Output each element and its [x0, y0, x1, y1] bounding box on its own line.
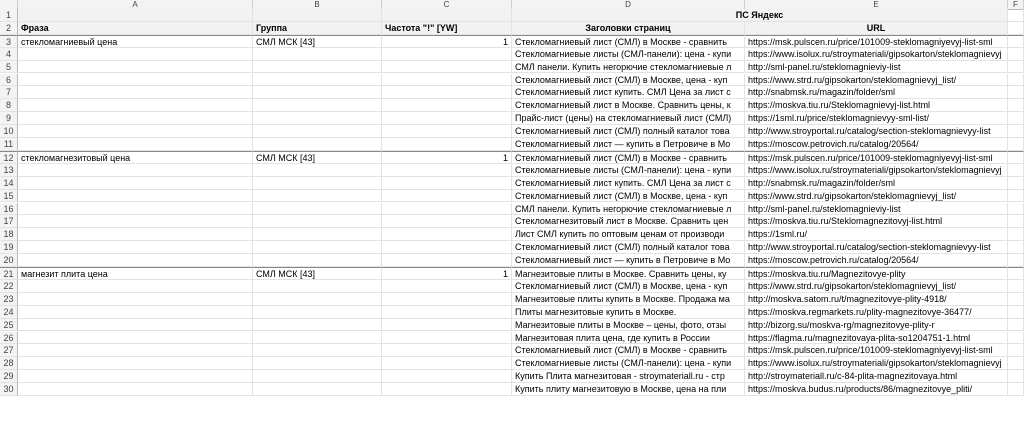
group-cell[interactable] [253, 215, 382, 228]
row-number[interactable]: 22 [0, 280, 18, 293]
row-number[interactable]: 17 [0, 215, 18, 228]
frequency-cell[interactable] [382, 370, 512, 383]
phrase-cell[interactable] [18, 280, 253, 293]
column-header-e[interactable]: E [745, 0, 1008, 9]
page-title-cell[interactable]: Плиты магнезитовые купить в Москве. [512, 306, 745, 319]
frequency-cell[interactable] [382, 164, 512, 177]
frequency-cell[interactable] [382, 383, 512, 396]
table-row [0, 86, 1024, 99]
group-cell[interactable] [253, 74, 382, 87]
page-title-cell[interactable]: Стекломагниевый лист (СМЛ) полный каталог това [512, 125, 745, 138]
row-number[interactable]: 5 [0, 61, 18, 74]
page-title-cell[interactable]: Прайс-лист (цены) на стекломагниевый лист (СМЛ) [512, 112, 745, 125]
row-number[interactable]: 20 [0, 254, 18, 267]
url-cell[interactable]: https://www.strd.ru/gipsokarton/steklomagnievyj_list/ [745, 74, 1008, 87]
table-row [0, 370, 1024, 383]
url-cell[interactable]: https://msk.pulscen.ru/price/101009-steklomagniyevyj-list-sml [745, 35, 1008, 48]
frequency-cell[interactable] [382, 86, 512, 99]
page-title-cell[interactable]: Стекломагниевый лист (СМЛ) в Москве, цена - куп [512, 190, 745, 203]
table-row [0, 280, 1024, 293]
phrase-cell[interactable] [18, 203, 253, 216]
phrase-cell[interactable] [18, 138, 253, 151]
group-cell[interactable] [253, 332, 382, 345]
phrase-cell[interactable] [18, 254, 253, 267]
row-number[interactable]: 2 [0, 22, 18, 35]
frequency-cell[interactable] [382, 357, 512, 370]
page-title-cell[interactable]: Стекломагниевый лист (СМЛ) в Москве - сравнить [512, 151, 745, 164]
url-cell[interactable]: http://www.stroyportal.ru/catalog/section-steklomagnievyy-list [745, 125, 1008, 138]
cell-f1[interactable] [1008, 9, 1024, 22]
frequency-cell[interactable]: 1 [382, 35, 512, 48]
group-column-header[interactable]: Группа [253, 22, 382, 35]
cell-f2[interactable] [1008, 22, 1024, 35]
phrase-cell[interactable] [18, 228, 253, 241]
table-row [0, 332, 1024, 345]
url-cell[interactable]: https://1sml.ru/ [745, 228, 1008, 241]
empty-cell[interactable] [1008, 254, 1024, 267]
group-cell[interactable] [253, 112, 382, 125]
group-cell[interactable] [253, 48, 382, 61]
frequency-cell[interactable] [382, 280, 512, 293]
url-cell[interactable]: https://www.strd.ru/gipsokarton/steklomagnievyj_list/ [745, 280, 1008, 293]
phrase-cell[interactable] [18, 86, 253, 99]
group-cell[interactable] [253, 370, 382, 383]
group-cell[interactable] [253, 61, 382, 74]
cell-a1[interactable] [18, 9, 253, 22]
group-cell[interactable]: СМЛ МСК [43] [253, 151, 382, 164]
page-title-cell[interactable]: Магнезитовые плиты в Москве – цены, фото, отзы [512, 319, 745, 332]
frequency-cell[interactable] [382, 215, 512, 228]
row-number[interactable]: 26 [0, 332, 18, 345]
frequency-cell[interactable] [382, 228, 512, 241]
row-number[interactable]: 25 [0, 319, 18, 332]
yandex-group-header[interactable]: ПС Яндекс [512, 9, 1008, 22]
table-row [0, 48, 1024, 61]
frequency-cell[interactable] [382, 99, 512, 112]
frequency-cell[interactable] [382, 61, 512, 74]
frequency-cell[interactable] [382, 203, 512, 216]
row-number[interactable]: 19 [0, 241, 18, 254]
table-row [0, 203, 1024, 216]
page-title-cell[interactable]: Стекломагниевые листы (СМЛ-панели): цена - купи [512, 48, 745, 61]
group-cell[interactable] [253, 99, 382, 112]
url-cell[interactable]: https://msk.pulscen.ru/price/101009-steklomagniyevyj-list-sml [745, 151, 1008, 164]
url-cell[interactable]: https://moskva.budus.ru/products/86/magnezitovye_pliti/ [745, 383, 1008, 396]
phrase-cell[interactable] [18, 241, 253, 254]
phrase-cell[interactable] [18, 319, 253, 332]
group-cell[interactable] [253, 190, 382, 203]
group-cell[interactable] [253, 293, 382, 306]
phrase-cell[interactable] [18, 99, 253, 112]
row-number[interactable]: 1 [0, 9, 18, 22]
row-number[interactable]: 23 [0, 293, 18, 306]
page-title-cell[interactable]: Стекломагниевый лист купить. СМЛ Цена за лист с [512, 177, 745, 190]
table-row [0, 383, 1024, 396]
group-cell[interactable]: СМЛ МСК [43] [253, 35, 382, 48]
empty-cell[interactable] [1008, 215, 1024, 228]
page-title-cell[interactable]: СМЛ панели. Купить негорючие стекломагниевые л [512, 203, 745, 216]
phrase-cell[interactable]: магнезит плита цена [18, 267, 253, 280]
frequency-cell[interactable] [382, 125, 512, 138]
row-number[interactable]: 24 [0, 306, 18, 319]
row-number[interactable]: 14 [0, 177, 18, 190]
empty-cell[interactable] [1008, 370, 1024, 383]
empty-cell[interactable] [1008, 190, 1024, 203]
empty-cell[interactable] [1008, 125, 1024, 138]
url-cell[interactable]: http://sml-panel.ru/steklomagnieviy-list [745, 203, 1008, 216]
row-number[interactable]: 21 [0, 267, 18, 280]
page-title-cell[interactable]: Стекломагниевый лист в Москве. Сравнить цены, к [512, 99, 745, 112]
frequency-cell[interactable] [382, 74, 512, 87]
cell-b1[interactable] [253, 9, 382, 22]
empty-cell[interactable] [1008, 35, 1024, 48]
header-row-2 [0, 22, 1024, 35]
url-cell[interactable]: http://snabmsk.ru/magazin/folder/sml [745, 177, 1008, 190]
table-row [0, 344, 1024, 357]
page-title-cell[interactable]: Стекломагниевый лист — купить в Петровиче в Мо [512, 254, 745, 267]
frequency-cell[interactable] [382, 319, 512, 332]
group-cell[interactable] [253, 254, 382, 267]
empty-cell[interactable] [1008, 61, 1024, 74]
empty-cell[interactable] [1008, 99, 1024, 112]
table-row [0, 319, 1024, 332]
url-cell[interactable]: https://moskva.regmarkets.ru/plity-magnezitovye-36477/ [745, 306, 1008, 319]
phrase-cell[interactable] [18, 74, 253, 87]
page-title-cell[interactable]: Лист СМЛ купить по оптовым ценам от производи [512, 228, 745, 241]
frequency-cell[interactable]: 1 [382, 267, 512, 280]
empty-cell[interactable] [1008, 267, 1024, 280]
url-cell[interactable]: https://moskva.tiu.ru/Steklomagnezitovyj-list.html [745, 215, 1008, 228]
frequency-cell[interactable] [382, 48, 512, 61]
phrase-cell[interactable] [18, 48, 253, 61]
empty-cell[interactable] [1008, 48, 1024, 61]
table-row [0, 151, 1024, 164]
corner-select-all[interactable] [0, 0, 18, 9]
phrase-cell[interactable] [18, 306, 253, 319]
frequency-cell[interactable] [382, 190, 512, 203]
table-row [0, 99, 1024, 112]
phrase-cell[interactable] [18, 370, 253, 383]
table-row [0, 74, 1024, 87]
row-number[interactable]: 27 [0, 344, 18, 357]
url-cell[interactable]: https://www.isolux.ru/stroymateriali/gipsokarton/steklomagnievyj [745, 164, 1008, 177]
column-header-d[interactable]: D [512, 0, 745, 9]
phrase-cell[interactable] [18, 344, 253, 357]
url-cell[interactable]: https://moskva.tiu.ru/Magnezitovye-plity [745, 267, 1008, 280]
url-cell[interactable]: http://www.stroyportal.ru/catalog/section-steklomagnievyy-list [745, 241, 1008, 254]
page-title-cell[interactable]: Стекломагниевый лист (СМЛ) полный каталог това [512, 241, 745, 254]
phrase-cell[interactable] [18, 61, 253, 74]
header-row-1 [0, 9, 1024, 22]
table-row [0, 215, 1024, 228]
empty-cell[interactable] [1008, 280, 1024, 293]
titles-column-header[interactable]: Заголовки страниц [512, 22, 745, 35]
table-row [0, 35, 1024, 48]
row-number[interactable]: 12 [0, 151, 18, 164]
frequency-cell[interactable] [382, 332, 512, 345]
phrase-cell[interactable] [18, 293, 253, 306]
empty-cell[interactable] [1008, 177, 1024, 190]
column-header-b[interactable]: B [253, 0, 382, 9]
group-cell[interactable] [253, 306, 382, 319]
phrase-cell[interactable] [18, 112, 253, 125]
page-title-cell[interactable]: Стекломагниевый лист купить. СМЛ Цена за лист с [512, 86, 745, 99]
empty-cell[interactable] [1008, 306, 1024, 319]
row-number[interactable]: 7 [0, 86, 18, 99]
page-title-cell[interactable]: СМЛ панели. Купить негорючие стекломагниевые л [512, 61, 745, 74]
row-number[interactable]: 29 [0, 370, 18, 383]
url-cell[interactable]: https://www.isolux.ru/stroymateriali/gipsokarton/steklomagnievyj [745, 48, 1008, 61]
url-cell[interactable]: https://www.strd.ru/gipsokarton/steklomagnievyj_list/ [745, 190, 1008, 203]
empty-cell[interactable] [1008, 112, 1024, 125]
empty-cell[interactable] [1008, 74, 1024, 87]
empty-cell[interactable] [1008, 164, 1024, 177]
url-cell[interactable]: http://snabmsk.ru/magazin/folder/sml [745, 86, 1008, 99]
page-title-cell[interactable]: Магнезитовая плита цена, где купить в России [512, 332, 745, 345]
phrase-column-header[interactable]: Фраза [18, 22, 253, 35]
group-cell[interactable]: СМЛ МСК [43] [253, 267, 382, 280]
frequency-cell[interactable] [382, 293, 512, 306]
empty-cell[interactable] [1008, 319, 1024, 332]
frequency-cell[interactable] [382, 112, 512, 125]
url-cell[interactable]: http://bizorg.su/moskva-rg/magnezitovye-plity-r [745, 319, 1008, 332]
row-number[interactable]: 4 [0, 48, 18, 61]
frequency-cell[interactable] [382, 241, 512, 254]
url-cell[interactable]: https://moscow.petrovich.ru/catalog/20564/ [745, 138, 1008, 151]
page-title-cell[interactable]: Купить Плита магнезитовая - stroymateriall.ru - стр [512, 370, 745, 383]
group-cell[interactable] [253, 86, 382, 99]
page-title-cell[interactable]: Стекломагниевые листы (СМЛ-панели): цена - купи [512, 357, 745, 370]
url-cell[interactable]: https://moskva.tiu.ru/Steklomagnievyj-list.html [745, 99, 1008, 112]
empty-cell[interactable] [1008, 138, 1024, 151]
group-cell[interactable] [253, 319, 382, 332]
page-title-cell[interactable]: Стекломагниевый лист (СМЛ) в Москве - сравнить [512, 35, 745, 48]
frequency-column-header[interactable]: Частота "!" [YW] [382, 22, 512, 35]
group-cell[interactable] [253, 228, 382, 241]
frequency-cell[interactable] [382, 254, 512, 267]
group-cell[interactable] [253, 383, 382, 396]
group-cell[interactable] [253, 138, 382, 151]
group-cell[interactable] [253, 357, 382, 370]
row-number[interactable]: 16 [0, 203, 18, 216]
url-cell[interactable]: https://www.isolux.ru/stroymateriali/gipsokarton/steklomagnievyj [745, 357, 1008, 370]
table-row [0, 293, 1024, 306]
url-cell[interactable]: https://msk.pulscen.ru/price/101009-steklomagniyevyj-list-sml [745, 344, 1008, 357]
row-number[interactable]: 6 [0, 74, 18, 87]
page-title-cell[interactable]: Стекломагниевые листы (СМЛ-панели): цена - купи [512, 164, 745, 177]
url-cell[interactable]: http://stroymateriall.ru/c-84-plita-magnezitovaya.html [745, 370, 1008, 383]
url-cell[interactable]: https://flagma.ru/magnezitovaya-plita-so1204751-1.html [745, 332, 1008, 345]
page-title-cell[interactable]: Стекломагниевый лист (СМЛ) в Москве, цена - куп [512, 280, 745, 293]
empty-cell[interactable] [1008, 293, 1024, 306]
frequency-cell[interactable]: 1 [382, 151, 512, 164]
column-header-c[interactable]: C [382, 0, 512, 9]
phrase-cell[interactable] [18, 215, 253, 228]
cell-c1[interactable] [382, 9, 512, 22]
empty-cell[interactable] [1008, 86, 1024, 99]
page-title-cell[interactable]: Стекломагниевый лист — купить в Петровиче в Мо [512, 138, 745, 151]
phrase-cell[interactable] [18, 177, 253, 190]
empty-cell[interactable] [1008, 383, 1024, 396]
phrase-cell[interactable] [18, 357, 253, 370]
group-cell[interactable] [253, 280, 382, 293]
row-number[interactable]: 13 [0, 164, 18, 177]
page-title-cell[interactable]: Магнезитовые плиты в Москве. Сравнить цены, ку [512, 267, 745, 280]
phrase-cell[interactable] [18, 164, 253, 177]
empty-cell[interactable] [1008, 228, 1024, 241]
row-number[interactable]: 18 [0, 228, 18, 241]
column-header-f[interactable]: F [1008, 0, 1024, 9]
empty-cell[interactable] [1008, 241, 1024, 254]
group-cell[interactable] [253, 241, 382, 254]
phrase-cell[interactable]: стекломагниевый цена [18, 35, 253, 48]
page-title-cell[interactable]: Стекломагниевый лист (СМЛ) в Москве - сравнить [512, 344, 745, 357]
table-row [0, 228, 1024, 241]
table-row [0, 164, 1024, 177]
page-title-cell[interactable]: Купить плиту магнезитовую в Москве, цена на пли [512, 383, 745, 396]
empty-cell[interactable] [1008, 344, 1024, 357]
table-row [0, 125, 1024, 138]
group-cell[interactable] [253, 177, 382, 190]
phrase-cell[interactable] [18, 125, 253, 138]
row-number[interactable]: 15 [0, 190, 18, 203]
frequency-cell[interactable] [382, 306, 512, 319]
table-row [0, 177, 1024, 190]
group-cell[interactable] [253, 164, 382, 177]
table-row [0, 306, 1024, 319]
url-cell[interactable]: http://sml-panel.ru/steklomagnieviy-list [745, 61, 1008, 74]
table-row [0, 267, 1024, 280]
phrase-cell[interactable]: стекломагнезитовый цена [18, 151, 253, 164]
row-number[interactable]: 9 [0, 112, 18, 125]
empty-cell[interactable] [1008, 151, 1024, 164]
table-row [0, 357, 1024, 370]
url-cell[interactable]: https://1sml.ru/price/steklomagnievyy-sml-list/ [745, 112, 1008, 125]
empty-cell[interactable] [1008, 357, 1024, 370]
url-cell[interactable]: https://moscow.petrovich.ru/catalog/20564/ [745, 254, 1008, 267]
empty-cell[interactable] [1008, 332, 1024, 345]
frequency-cell[interactable] [382, 177, 512, 190]
group-cell[interactable] [253, 125, 382, 138]
table-row [0, 241, 1024, 254]
column-header-a[interactable]: A [18, 0, 253, 9]
frequency-cell[interactable] [382, 138, 512, 151]
row-number[interactable]: 3 [0, 35, 18, 48]
table-row [0, 112, 1024, 125]
row-number[interactable]: 30 [0, 383, 18, 396]
row-number[interactable]: 28 [0, 357, 18, 370]
page-title-cell[interactable]: Магнезитовые плиты купить в Москве. Продажа ма [512, 293, 745, 306]
table-row [0, 254, 1024, 267]
page-title-cell[interactable]: Стекломагниевый лист (СМЛ) в Москве, цена - куп [512, 74, 745, 87]
url-column-header[interactable]: URL [745, 22, 1008, 35]
row-number[interactable]: 10 [0, 125, 18, 138]
url-cell[interactable]: http://moskva.satom.ru/t/magnezitovye-plity-4918/ [745, 293, 1008, 306]
table-row [0, 190, 1024, 203]
page-title-cell[interactable]: Стекломагнезитовый лист в Москве. Сравнить цен [512, 215, 745, 228]
group-cell[interactable] [253, 203, 382, 216]
phrase-cell[interactable] [18, 332, 253, 345]
phrase-cell[interactable] [18, 190, 253, 203]
row-number[interactable]: 11 [0, 138, 18, 151]
group-cell[interactable] [253, 344, 382, 357]
table-row [0, 61, 1024, 74]
row-number[interactable]: 8 [0, 99, 18, 112]
phrase-cell[interactable] [18, 383, 253, 396]
frequency-cell[interactable] [382, 344, 512, 357]
empty-cell[interactable] [1008, 203, 1024, 216]
table-row [0, 138, 1024, 151]
